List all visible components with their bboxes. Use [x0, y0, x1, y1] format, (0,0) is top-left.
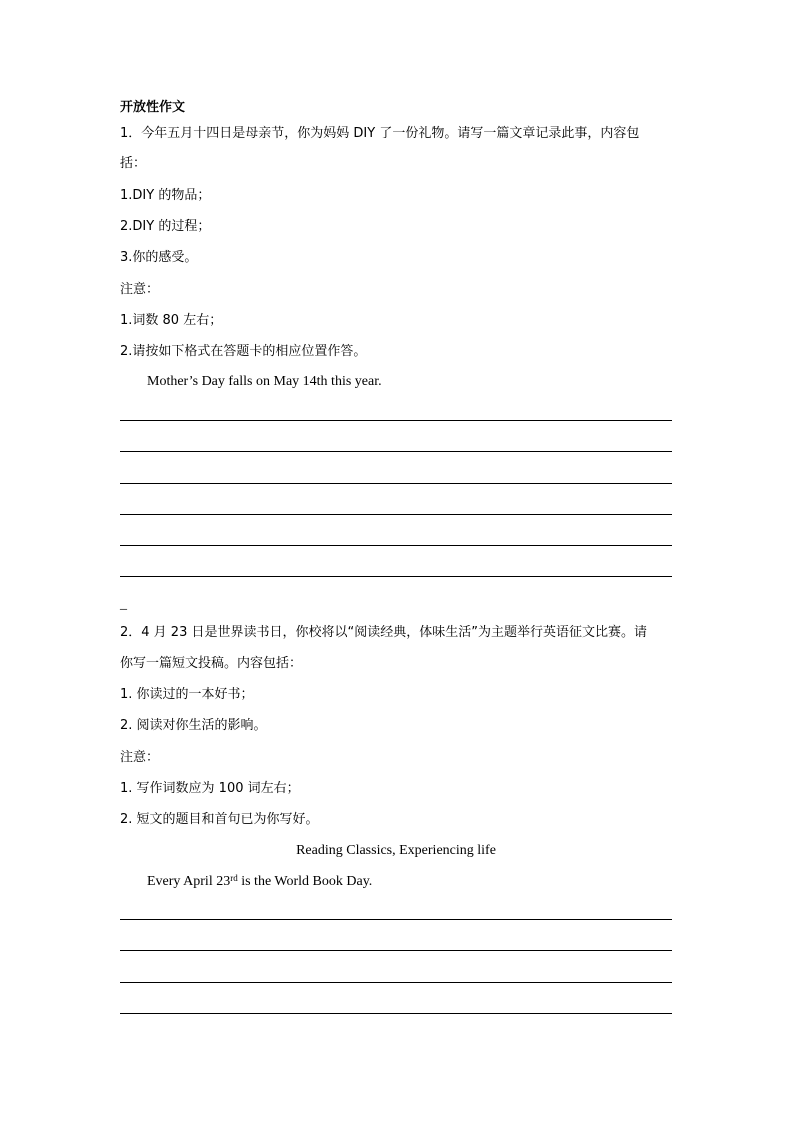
q2-prompt-line2: 你写一篇短文投稿。内容包括：	[120, 656, 303, 671]
q1-answer-line[interactable]	[120, 420, 672, 421]
q1-notes-label: 注意：	[120, 282, 160, 297]
q2-answer-line[interactable]	[120, 950, 672, 951]
q2-answer-line[interactable]	[120, 982, 672, 983]
q2-opening-start: Every April 23	[147, 874, 231, 889]
q1-point-3: 3.你的感受。	[120, 250, 198, 265]
q1-opening-sentence: Mother’s Day falls on May 14th this year.	[147, 374, 382, 389]
q1-note-1: 1.词数 80 左右；	[120, 313, 223, 328]
q1-point-1: 1.DIY 的物品；	[120, 188, 211, 203]
q2-opening-end: is the World Book Day.	[237, 874, 373, 889]
q2-prompt-line1: 2．4 月 23 日是世界读书日，你校将以“阅读经典，体味生活”为主题举行英语征文比赛。请	[120, 625, 647, 640]
q1-answer-line[interactable]	[120, 514, 672, 515]
q1-answer-line[interactable]	[120, 576, 672, 577]
q1-answer-line[interactable]	[120, 483, 672, 484]
q1-point-2: 2.DIY 的过程；	[120, 219, 211, 234]
q2-notes-label: 注意：	[120, 750, 160, 765]
q2-note-2: 2. 短文的题目和首句已为你写好。	[120, 812, 319, 827]
q1-note-2: 2.请按如下格式在答题卡的相应位置作答。	[120, 344, 367, 359]
q1-end-mark: _	[120, 597, 127, 612]
q1-prompt-line1: 1．今年五月十四日是母亲节，你为妈妈 DIY 了一份礼物。请写一篇文章记录此事，内容包	[120, 126, 640, 141]
q1-answer-line[interactable]	[120, 545, 672, 546]
q2-note-1: 1. 写作词数应为 100 词左右；	[120, 781, 300, 796]
section-title: 开放性作文	[120, 100, 186, 115]
q2-opening-ordinal: rd	[230, 873, 238, 883]
q1-answer-line[interactable]	[120, 451, 672, 452]
q1-prompt-line2: 括：	[120, 156, 147, 171]
q2-point-2: 2. 阅读对你生活的影响。	[120, 718, 267, 733]
q2-essay-title: Reading Classics, Experiencing life	[296, 843, 496, 858]
q2-point-1: 1. 你读过的一本好书；	[120, 687, 254, 702]
q2-opening-sentence	[147, 873, 707, 891]
q2-answer-line[interactable]	[120, 919, 672, 920]
q2-answer-line[interactable]	[120, 1013, 672, 1014]
